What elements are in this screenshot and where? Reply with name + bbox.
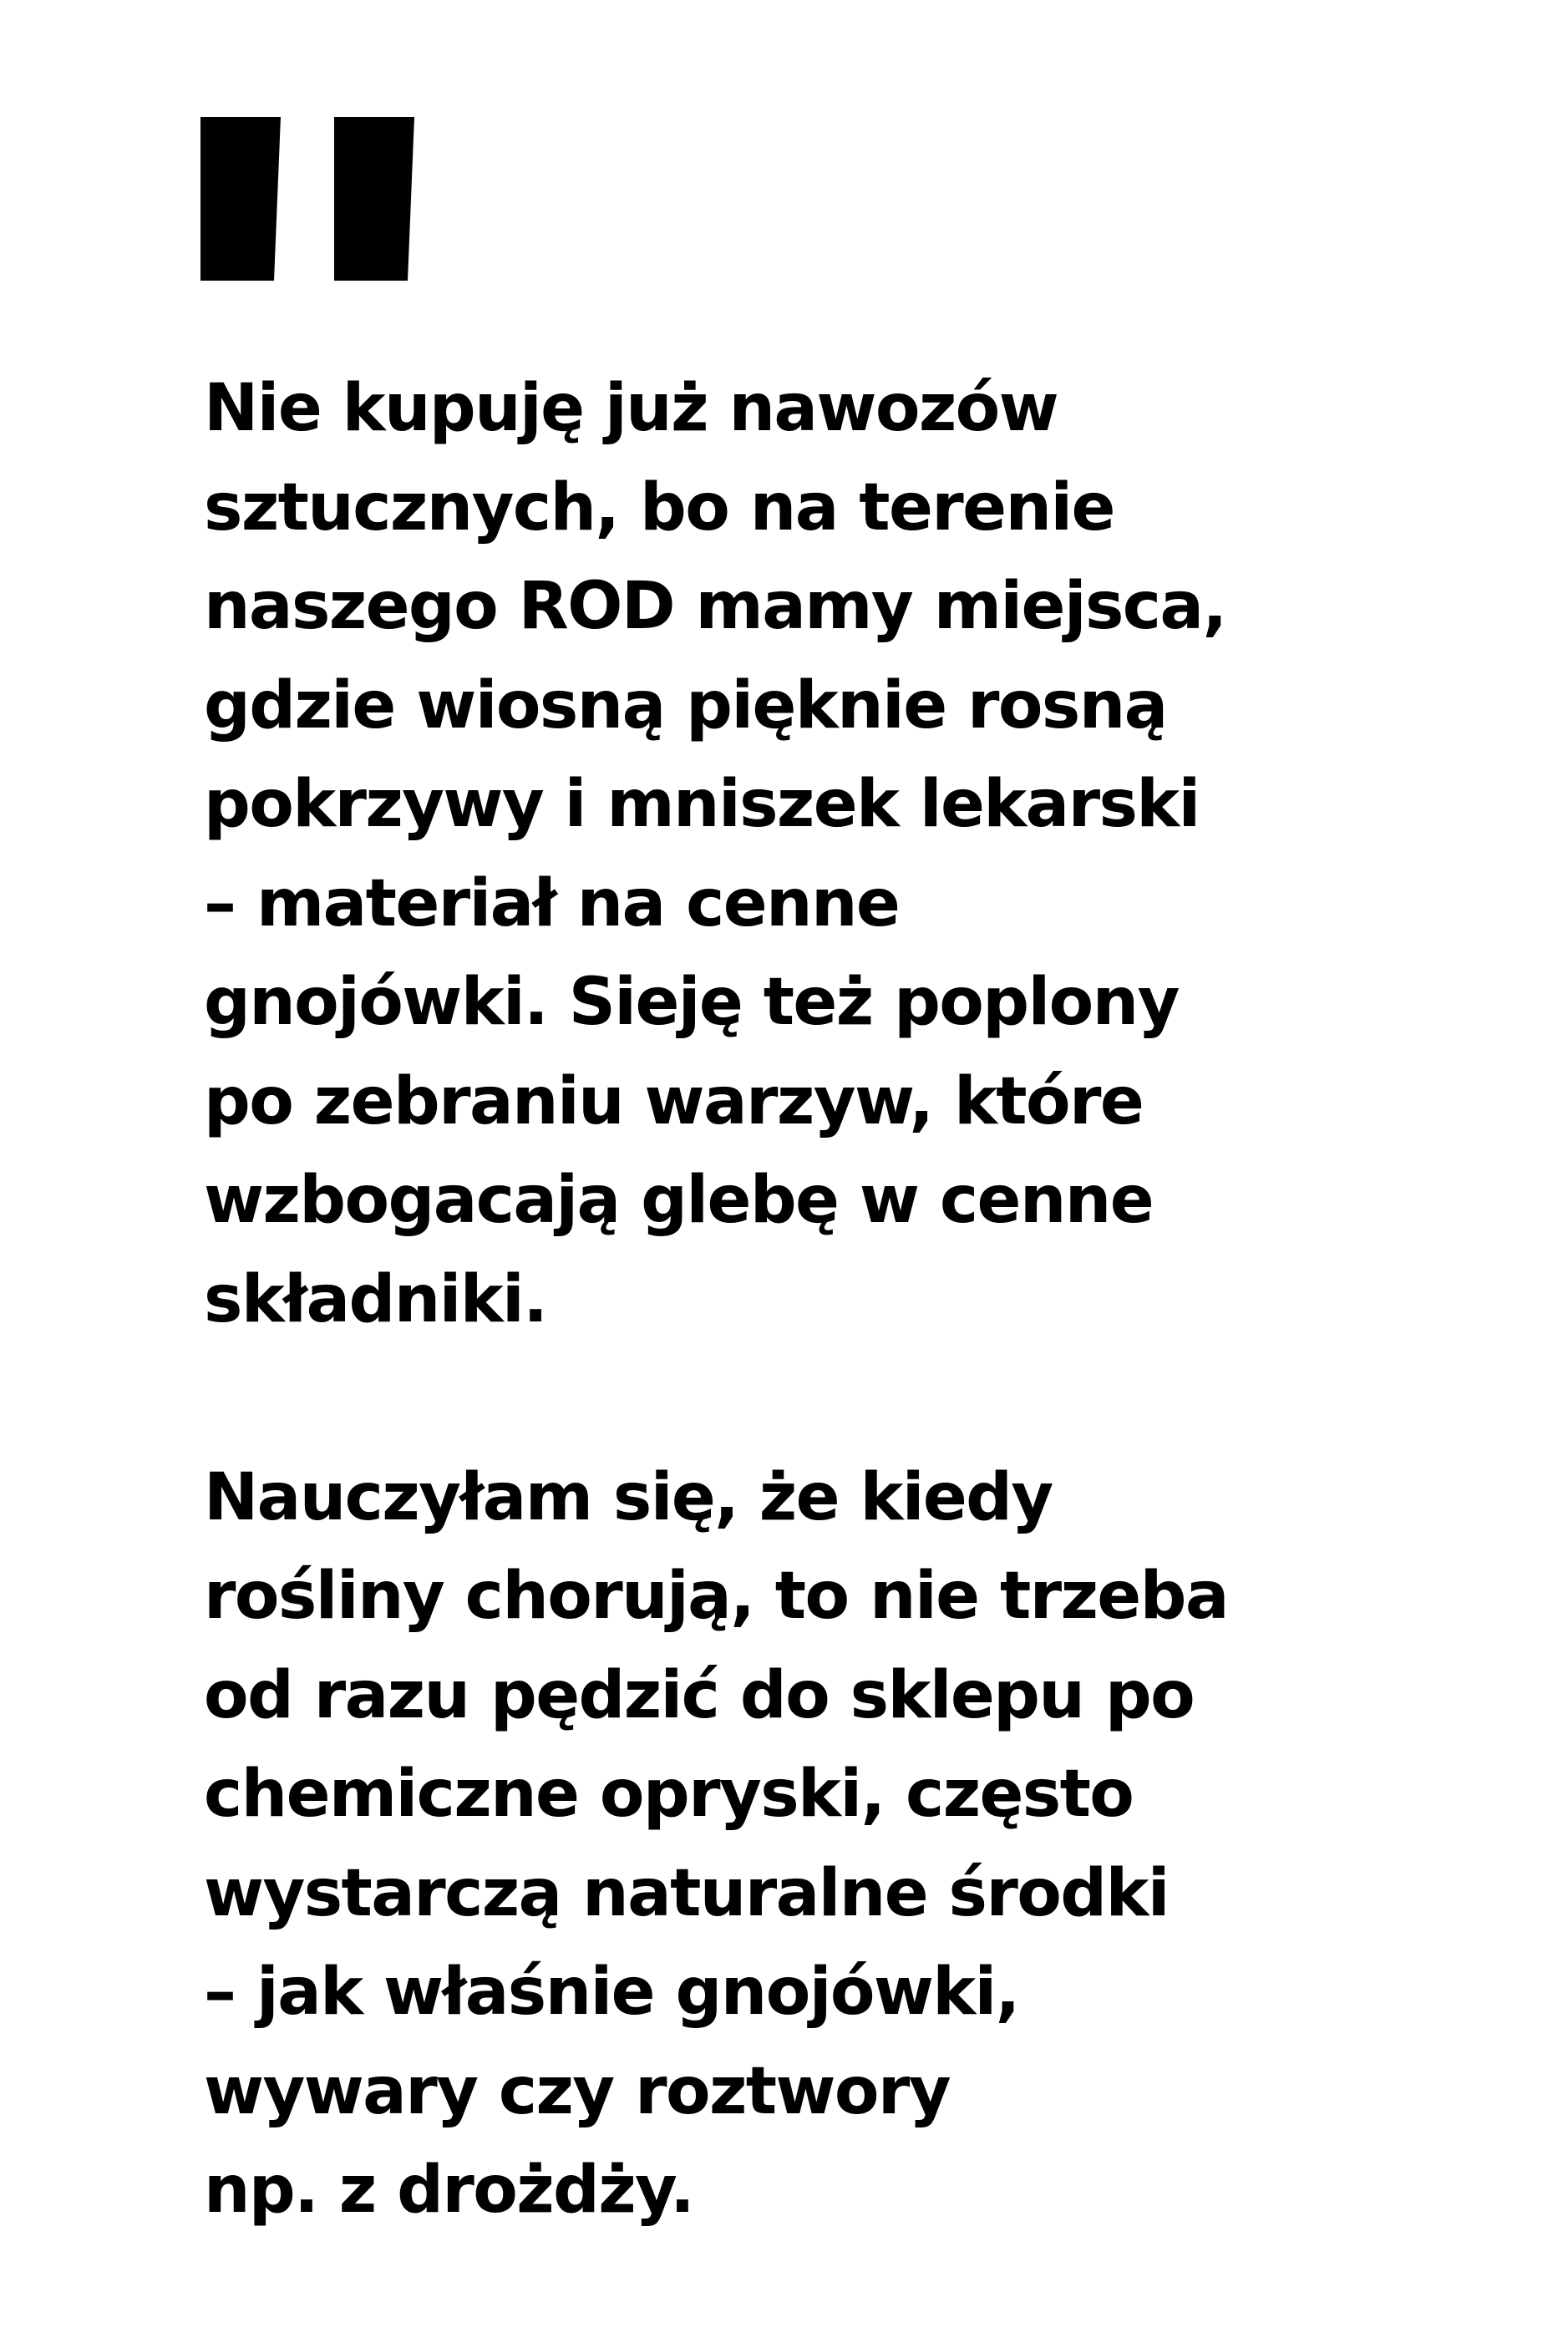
quote-text	[204, 359, 1474, 2240]
quote-line: wystarczą naturalne środki	[204, 1855, 1169, 1931]
quote-line: naszego ROD mamy miejsca,	[204, 569, 1226, 644]
quote-line: pokrzywy i mniszek lekarski	[204, 767, 1200, 842]
quotation-mark-icon	[200, 117, 414, 281]
quote-line: Nauczyłam się, że kiedy	[204, 1459, 1053, 1535]
quote-line: np. z drożdży.	[204, 2153, 694, 2228]
quote-line: gnojówki. Sieję też poplony	[204, 965, 1179, 1040]
quote-paragraph	[204, 359, 1474, 1349]
quote-line: od razu pędzić do sklepu po	[204, 1657, 1195, 1733]
quote-line: – jak właśnie gnojówki,	[204, 1955, 1019, 2030]
quote-line: gdzie wiosną pięknie rosną	[204, 667, 1167, 743]
quote-line: – materiał na cenne	[204, 865, 900, 941]
quote-line: rośliny chorują, to nie trzeba	[204, 1559, 1228, 1634]
quote-line: Nie kupuję już nawozów	[204, 371, 1058, 446]
quote-line: wzbogacają glebę w cenne	[204, 1163, 1154, 1238]
quote-paragraph	[204, 1448, 1474, 2240]
quote-line: po zebraniu warzyw, które	[204, 1063, 1144, 1139]
quote-line: wywary czy roztwory	[204, 2053, 950, 2129]
quote-line: sztucznych, bo na terenie	[204, 469, 1114, 545]
quote-line: chemiczne opryski, często	[204, 1757, 1134, 1832]
quote-line: składniki.	[204, 1261, 547, 1337]
